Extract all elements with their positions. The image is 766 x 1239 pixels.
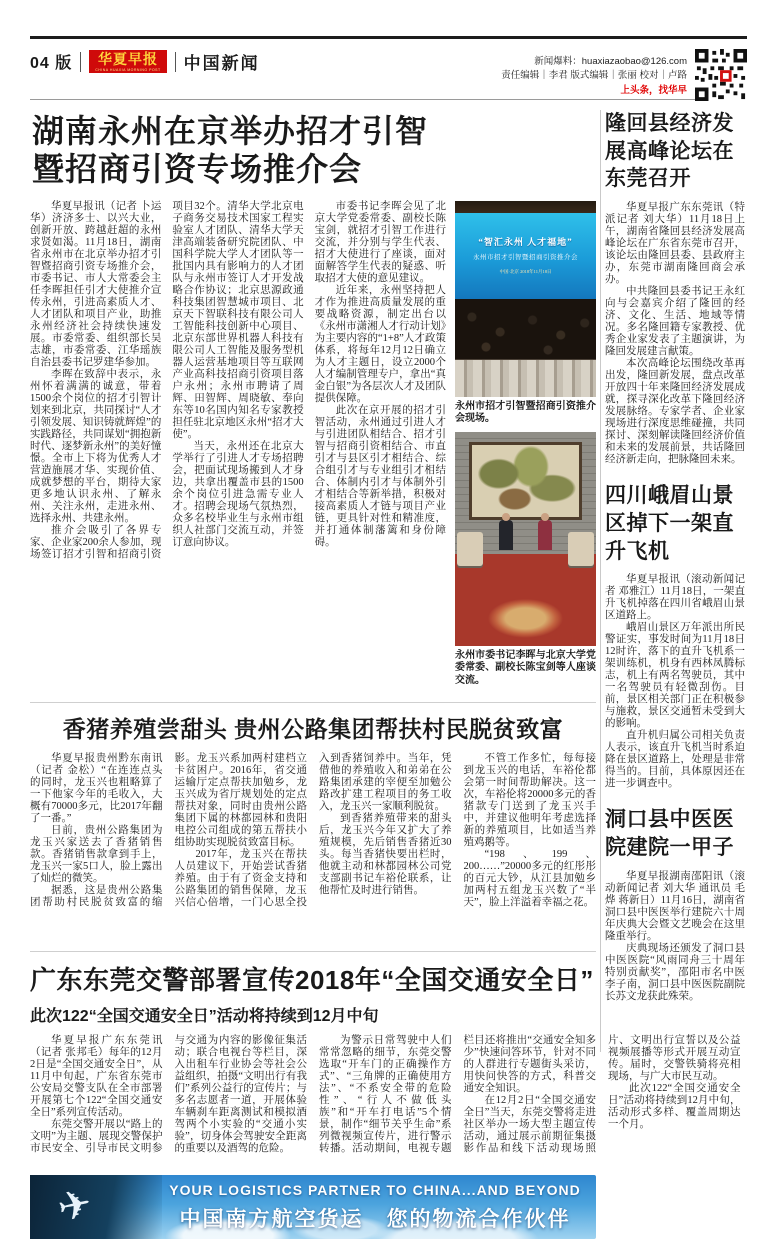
banner-tagline-en: YOUR LOGISTICS PARTNER TO CHINA...AND BEYOND — [169, 1182, 581, 1199]
sidebar-paragraph: 本次高峰论坛围绕改革再出发，隆回新发展，盘点改革开放四十年来隆回经济发展成就，探寻深化改革下隆回经济发展脉络。专家学者、企业家现场进行深度思维碰撞，共同探讨、深刻解读隆回经济价值和未来的发展前景，共话隆回经济新走向，把脉隆回未来。 — [605, 358, 745, 466]
pig-headline: 香猪养殖尝甜头 贵州公路集团帮扶村民脱贫致富 — [62, 716, 564, 743]
page-header — [30, 39, 747, 97]
pig-paragraph: 2017年，龙玉兴在帮扶人员建议下，开始尝试香猪养殖。由于有了资金支持和公路集团的销售保障，龙玉兴信心倍增，一门心思全投入到香猪饲养中。当年，凭借他的养殖收入和弟弟在公路集团承建的宰便至加勉公路改扩建工程项目的务工收入，龙玉兴一家顺利脱贫。 — [174, 753, 452, 909]
masthead-logo — [89, 50, 166, 74]
editors-line: 责任编辑｜李君 版式编辑｜张丽 校对｜卢路 — [501, 70, 687, 82]
sidebar-paragraph: 庆典现场还颁发了洞口县中医医院“风雨同舟三十周年特别贡献奖”，邵阳市名中医李子南，洞口县中医医院副院长苏文龙获此殊荣。 — [605, 942, 745, 1002]
banner-plane-zone — [30, 1175, 162, 1239]
person-figure — [499, 520, 513, 550]
traffic-paragraph: 此次122“全国交通安全日”活动将持续到12月中旬，活动形式多样、覆盖周期达一个月。 — [608, 1083, 741, 1131]
screen-event-name: 永州市招才引智暨招商引资推介会 — [473, 253, 578, 261]
stage-screen — [455, 213, 596, 299]
traffic-paragraph: 为警示日常驾驶中人们常常忽略的细节，东莞交警选取“开车门的正确操作方式”、“三角牌的正确使用方法”、“不系安全带的危险性”、“行人不做低头族”和“开车打电话”5个情景，制作“细节关乎生命”系列微视频宣传片，进行警示转播。活动期间，电视专题栏目还将推出“交通安全知多少”快速问答环节，针对不同的人群进行专题街头采访，用快问快答的方式，科普交通安全知识。 — [319, 1035, 596, 1155]
section-divider — [30, 951, 596, 952]
masthead-subtitle: CHINA HUAXIA MORNING POST — [95, 67, 161, 72]
slogan-text: 上头条，找华早 — [620, 84, 687, 96]
pig-text-columns — [30, 753, 596, 942]
pig-paragraph: 到香猪养殖带来的甜头后，龙玉兴今年又扩大了养殖规模，先后销售香猪近30头。每当香猪快要出栏时，他就主动和林都园林公司党支部副书记车裕伦联系，让他帮忙及时进行销售。 — [319, 813, 452, 897]
masthead-title: 华夏早报 — [97, 52, 158, 68]
lead-paragraph: 华夏早报讯（记者 卜运华）济济多士、以兴大业，创新开放、跨越赶超的永州求贤如渴。11月18日，湖南省永州市在北京举办招才引智暨招商引资专场推介会，市委书记、市人大常委会主任李晖担任引才大使推介宣传永州，引进高素质人才、人才团队和项目产业，助推永州经济社会持续快速发展。市委常委、组织部长吴志雄，市委常委、江华瑶族自治县委书记罗建华参加。 — [30, 200, 162, 368]
banner-tagline-cn: 中国南方航空货运 您的物流合作伙伴 — [179, 1208, 571, 1232]
pig-paragraph: “198、199、200……”20000多元的红彤彤的百元大钞，从江县加勉乡加两村五组龙玉兴数了“半天”，脸上洋溢着幸福之花。 — [463, 849, 596, 909]
meeting-photo — [455, 432, 596, 646]
sidebar-paragraph: 华夏早报广东东莞讯（特派记者 刘大华）11月18日上午，湖南省隆回县经济发展高峰论坛在广东省东莞市召开，该论坛由隆回县委、县政府主办，东莞市湖南隆回商会承办。 — [605, 202, 745, 286]
lead-headline-line2: 暨招商引资专场推介会 — [32, 151, 363, 188]
header-left — [30, 49, 260, 74]
lead-body — [30, 201, 596, 694]
pig-paragraph: 据悉，这是贵州公路集团帮助村民脱贫致富的缩影。龙玉兴系加两村建档立卡贫困户。2016年，省交通运输厅定点帮扶加勉乡，龙玉兴成为省厅规划处的定点帮扶对象，同时由贵州公路集团下属的林都园林和贵阳电控公司组成的第五帮扶小组协助实现脱贫致富目标。 — [30, 753, 307, 909]
airplane-icon: ✈ — [53, 1180, 96, 1233]
photo-caption: 永州市委书记李晖与北京大学党委常委、副校长陈宝剑等人座谈交流。 — [455, 649, 596, 686]
audience-area — [455, 299, 596, 359]
traffic-paragraph: 东莞交警开展以“路上的文明”为主题、展现交警保护市民安全、引导市民文明参与交通为内容的影像征集活动；联合电视台等栏目，深入出租车行业协会等社会公益组织，拍摄“文明出行有我们”系列公益行的宣传片；与多名志愿者一道，开展体验车辆刹车距离测试和模拟酒驾两个小实验的“交通小实验”，切身体会驾驶安全距离的重要以及酒驾的危险。 — [30, 1035, 307, 1155]
traffic-text-columns — [30, 1035, 741, 1166]
lead-paragraph: 市委书记李晖会见了北京大学党委常委、副校长陈宝剑，就招才引智工作进行交流，并分别与学生代表、招才大使进行了座谈，面对面解答学生代表的疑惑、听取招才大使的意见建议。 — [314, 200, 446, 284]
lead-paragraph: 近年来，永州坚持把人才作为推进高质量发展的重要战略资源，制定出台以《永州市潇湘人才行动计划》为主要内容的“1+8”人才政策体系，将每年12月12日确立为人才主题日，设立2000个人才编制管理专户，拿出“真金白银”为各层次人才及团队提供保障。 — [314, 284, 446, 404]
lead-headline-line1: 湖南永州在京举办招才引智 — [32, 113, 429, 149]
article-emeishan-helicopter — [605, 482, 745, 790]
sidebar-headline: 隆回县经济发展高峰论坛在东莞召开 — [605, 112, 734, 191]
column-divider — [600, 110, 601, 1052]
sidebar-headline: 四川峨眉山景区掉下一架直升飞机 — [605, 484, 734, 563]
section-title: 中国新闻 — [183, 54, 260, 73]
traffic-paragraph: 在12月2日“全国交通安全日”当天，东莞交警将走进社区举办一场大型主题宣传活动，通过展示前期征集摄影作品和线下活动现场照片、文明出行宣誓以及公益视频展播等形式开展互动宣传。届时，交警铁骑将亮相现场，与广大市民互动。 — [463, 1035, 741, 1155]
armchair — [568, 532, 594, 566]
article-dongkou-hospital — [605, 806, 745, 1002]
lead-paragraph: 当天，永州还在北京大学举行了引进人才专场招聘会，把面试现场搬到人才身边，共拿出覆盖市县的1500余个岗位引进急需专业人才。招聘会现场气氛热烈，众多名校毕业生与永州市组织人社部门交流互动，并签订意向协议。 — [172, 440, 304, 548]
article-longhui-forum — [605, 110, 745, 466]
header-meta — [501, 49, 687, 98]
conference-photo — [455, 201, 596, 397]
lead-headline — [32, 112, 596, 189]
cargo-ad-banner — [30, 1175, 596, 1239]
qr-code — [695, 49, 747, 101]
divider — [175, 52, 176, 72]
sidebar-paragraph: 直升机归属公司相关负责人表示，该直升飞机当时系迫降在景区道路上，处理是非常得当的。目前，具体原因还在进一步调查中。 — [605, 730, 745, 790]
photo-ceiling — [455, 201, 596, 213]
armchair — [457, 532, 483, 566]
lead-paragraph: 推介会吸引了各界专家、企业家200余人参加，现场签订招才引智和招商引资项目32个。清华大学北京电子商务交易技术国家工程实验室人才团队、清华大学天津高端装备研究院团队、中国科学院大学人才团队等一批国内具有影响力的人才团队与永州市签订人才开发战略合作协议；北京思源政通科技集团智慧城市项目、北京天下智联科技有限公司人工智能科技创新中心项目、北京东部世界机器人科技有限公司人工智能及服务型机器人运营基地项目等互联网产业高科技招商引资项目落户永州；永州市聘请了周辉、田智辉、周晓敏、奉向东等10名国内知名专家教授担任驻北京地区永州“招才大使”。 — [30, 200, 304, 560]
sidebar-headline: 洞口县中医医院建院一甲子 — [605, 808, 734, 860]
article-pig-farming — [30, 711, 596, 942]
sidebar-column — [605, 108, 745, 1239]
person-figure — [538, 520, 552, 550]
pig-paragraph: 不管工作多忙，每每接到龙玉兴的电话，车裕伦都会第一时间帮助解决。这一次，车裕伦将20000多元的香猪款专门送到了龙玉兴手中，并建议他明年考虑选择新的养殖项目，比如适当养殖鸡鹅等。 — [463, 753, 596, 849]
sidebar-paragraph: 峨眉山景区万年派出所民警证实，事发时间为11月18日12时许，落下的直升飞机系一架训练机，机身有西林凤腾标志，机上有两名驾驶员，其中一名驾驶员有轻微刮伤。目前，景区相关部门正在积极参与施救，景区交通暂未受到大的影响。 — [605, 622, 745, 730]
traffic-headline: 广东东莞交警部署宣传2018年“全国交通安全日” — [30, 965, 594, 996]
screen-slogan: “智汇永州 人才福地” — [478, 236, 573, 247]
lead-text-columns — [30, 201, 446, 577]
sidebar-paragraph: 华夏早报讯（滚动新闻记者 邓雅江）11月18日，一架直升飞机掉落在四川省峨眉山景区道路上。 — [605, 574, 745, 622]
pig-paragraph: 华夏早报贵州黔东南讯（记者 金松）“在连连点头的同时，龙玉兴也粗略算了一下他家今年的毛收入，大概有70000多元，比2017年翻了一番。” — [30, 753, 163, 825]
lead-paragraph: 李晖在致辞中表示，永州怀着满满的诚意，带着1500余个岗位的招才引智计划来到北京，共同探讨“人才引领发展、知识铸就辉煌”的实践路径，共同谋划“拥抱新时代、逐梦新永州”的美好憧憬。全市上下将为优秀人才营造施展才华、实现价值、成就梦想的平台，期待大家更多地认识永州、了解永州、关注永州，走进永州、选择永州、共建永州。 — [30, 368, 162, 524]
article-yongzhou-promotion — [30, 112, 596, 693]
divider — [80, 52, 81, 72]
sidebar-paragraph: 中共隆回县委书记王永红向与会嘉宾介绍了隆回的经济、文化、生活、地域等情况。多名隆回籍专家教授、优秀企业家发表了主题演讲，为隆回发展建言献策。 — [605, 286, 745, 358]
section-divider — [30, 702, 596, 703]
lead-photo-column — [455, 201, 596, 694]
news-tipline: 新闻爆料：huaxiazaobao@126.com — [534, 56, 687, 67]
traffic-paragraph: 华夏早报广东东莞讯（记者 张邦毛）每年的12月2日是“全国交通安全日”，从11月中旬起，广东省东莞市公安局交警支队在全市部署开展第七个122“全国交通安全日”系列宣传活动。 — [30, 1035, 163, 1119]
red-carpet — [455, 554, 596, 646]
chair-row — [455, 359, 596, 397]
sidebar-paragraph: 华夏早报湖南邵阳讯（滚动新闻记者 刘大华 通讯员 毛烨 蒋新日）11月16日，湖南省洞口县中医医举行建院六十周年庆典大会暨文艺晚会在这里隆重举行。 — [605, 870, 745, 942]
page-number: 04 版 — [30, 55, 73, 72]
page-content — [30, 108, 747, 1239]
header-right — [501, 49, 747, 101]
banner-text — [160, 1182, 590, 1233]
landscape-painting — [469, 442, 582, 520]
pig-paragraph: 日前，贵州公路集团为龙玉兴家送去了香猪销售款。香猪销售款拿到手上，龙玉兴一家5口人，脸上露出了灿烂的微笑。 — [30, 825, 163, 885]
photo-caption: 永州市招才引智暨招商引资推介会现场。 — [455, 400, 596, 425]
traffic-subheadline: 此次122“全国交通安全日”活动将持续到12月中旬 — [30, 1008, 379, 1026]
screen-date: 中国·北京 2018年11月18日 — [499, 268, 552, 274]
lead-paragraph: 此次在京开展的招才引智活动，永州通过引进人才与引进团队相结合、招才引智与招商引资相结合、市直引才与县区引才相结合、综合组引才与专业组引才相结合、体制内引才与体制外引才相结合等新举措，积极对接高素质人才链与项目产业链，更具针对性和精准度，并打通体制藩篱和身份障碍。 — [314, 404, 446, 548]
